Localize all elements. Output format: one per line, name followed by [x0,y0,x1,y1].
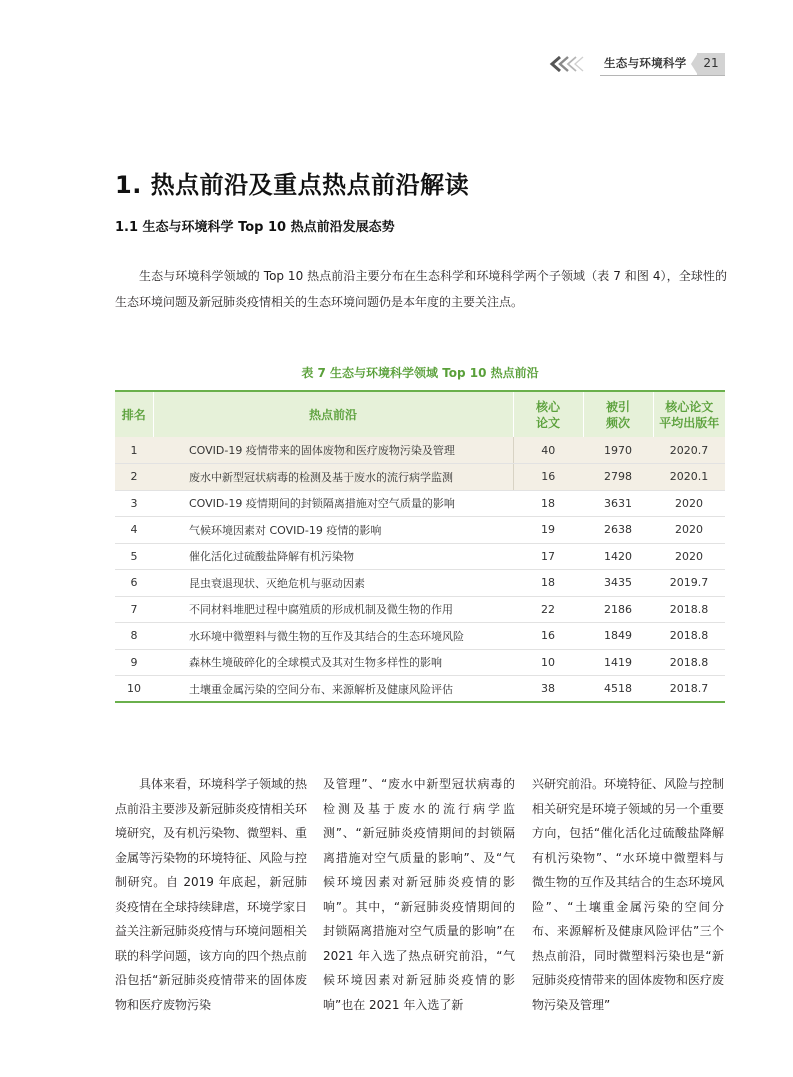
cell-rank: 6 [115,570,153,597]
cell-year: 2018.7 [669,682,709,695]
table-header-row [115,391,725,437]
cell-year: 2020 [653,543,725,570]
cell-front: 废水中新型冠状病毒的检测及基于废水的流行病学监测 [153,464,513,491]
cell-rank: 10 [127,682,141,695]
table-row [115,437,725,464]
table-row [115,517,725,544]
cell-core: 17 [513,543,583,570]
cell-front: 土壤重金属污染的空间分布、来源解析及健康风险评估 [189,682,453,696]
table-row [115,464,725,491]
chevron-left-icon [548,56,592,72]
cell-front: 不同材料堆肥过程中腐殖质的形成机制及微生物的作用 [153,596,513,623]
cell-year: 2018.8 [653,596,725,623]
cell-year: 2019.7 [653,570,725,597]
cell-year: 2018.8 [653,623,725,650]
cell-rank: 2 [115,464,153,491]
page-number: 21 [703,56,719,70]
section-heading: 1. 热点前沿及重点热点前沿解读 [115,171,470,199]
running-header [548,52,725,76]
intro-paragraph: 生态与环境科学领域的 Top 10 热点前沿主要分布在生态科学和环境科学两个子领域（表 7 和图 4），全球性的生态环境问题及新冠肺炎疫情相关的生态环境问题仍是本年度的主要关注点。 [115,269,727,309]
table-row [115,543,725,570]
cell-cited: 1970 [583,437,653,464]
cell-front: COVID-19 疫情带来的固体废物和医疗废物污染及管理 [153,437,513,464]
cell-core: 18 [513,490,583,517]
cell-front: 森林生境破碎化的全球模式及其对生物多样性的影响 [153,649,513,676]
cell-core: 22 [513,596,583,623]
cell-rank: 7 [115,596,153,623]
cell-rank: 9 [115,649,153,676]
cell-front: 水环境中微塑料与微生物的互作及其结合的生态环境风险 [153,623,513,650]
cell-year: 2020.7 [653,437,725,464]
subsection-heading: 1.1 生态与环境科学 Top 10 热点前沿发展态势 [115,220,395,235]
cell-core: 16 [513,623,583,650]
table-row [115,623,725,650]
table-row [115,596,725,623]
cell-core: 19 [513,517,583,544]
cell-cited: 2798 [583,464,653,491]
table-row [115,649,725,676]
cell-cited: 1420 [583,543,653,570]
body-column-2: 及管理”、“废水中新型冠状病毒的检测及基于废水的流行病学监测”、“新冠肺炎疫情期间的封锁隔离措施对空气质量的影响”、及“气候环境因素对新冠肺炎疫情的影响”。其中，“新冠肺炎疫情期间的封锁隔离措施对空气质量的影响”在 2021 年入选了热点研究前沿，“气候环境因素对新冠肺炎疫情的影响”也在 2021 年入选了新 [323,777,515,1012]
table-row [115,570,725,597]
header-core-papers: 核心 论文 [513,391,583,437]
cell-rank: 3 [115,490,153,517]
header-rank: 排名 [115,391,153,437]
cell-core: 10 [513,649,583,676]
cell-cited: 3631 [583,490,653,517]
body-column-3: 兴研究前沿。环境特征、风险与控制相关研究是环境子领域的另一个重要方向，包括“催化活化过硫酸盐降解有机污染物”、“水环境中微塑料与微生物的互作及其结合的生态环境风险”、“土壤重金属污染的空间分布、来源解析及健康风险评估”三个热点前沿，同时微塑料污染也是“新冠肺炎疫情带来的固体废物和医疗废物污染及管理” [532,777,725,1012]
cell-front: COVID-19 疫情期间的封锁隔离措施对空气质量的影响 [153,490,513,517]
header-section-title: 生态与环境科学 [604,56,687,70]
cell-year: 2020 [653,517,725,544]
cell-front: 气候环境因素对 COVID-19 疫情的影响 [153,517,513,544]
cell-rank: 1 [115,437,153,464]
table-caption: 表 7 生态与环境科学领域 Top 10 热点前沿 [301,366,539,380]
table-row [115,676,725,703]
cell-front: 昆虫衰退现状、灭绝危机与驱动因素 [153,570,513,597]
hot-fronts-table [115,390,725,703]
body-column-1: 具体来看，环境科学子领域的热点前沿主要涉及新冠肺炎疫情相关环境研究，及有机污染物、微塑料、重金属等污染物的环境特征、风险与控制研究。自 2019 年底起，新冠肺炎疫情在全球持续肆虐，环境学家日益关注新冠肺炎疫情与环境问题相关联的科学问题，该方向的四个热点前沿包括“新冠肺炎疫情带来的固体废物和医疗废物污染 [115,777,308,1012]
cell-rank: 8 [115,623,153,650]
table-row [115,490,725,517]
cell-rank: 4 [115,517,153,544]
cell-year: 2018.8 [653,649,725,676]
header-front: 热点前沿 [153,391,513,437]
header-mean-year: 核心论文 平均出版年 [653,391,725,437]
cell-core: 40 [513,437,583,464]
cell-core: 16 [513,464,583,491]
cell-year: 2020 [653,490,725,517]
cell-cited: 4518 [604,682,632,695]
header-citations: 被引 频次 [583,391,653,437]
cell-cited: 1849 [583,623,653,650]
cell-core: 38 [541,682,555,695]
header-rule [600,75,725,76]
cell-cited: 1419 [583,649,653,676]
cell-cited: 2638 [583,517,653,544]
cell-core: 18 [513,570,583,597]
cell-front: 催化活化过硫酸盐降解有机污染物 [153,543,513,570]
cell-cited: 2186 [583,596,653,623]
cell-year: 2020.1 [653,464,725,491]
cell-rank: 5 [115,543,153,570]
cell-cited: 3435 [583,570,653,597]
